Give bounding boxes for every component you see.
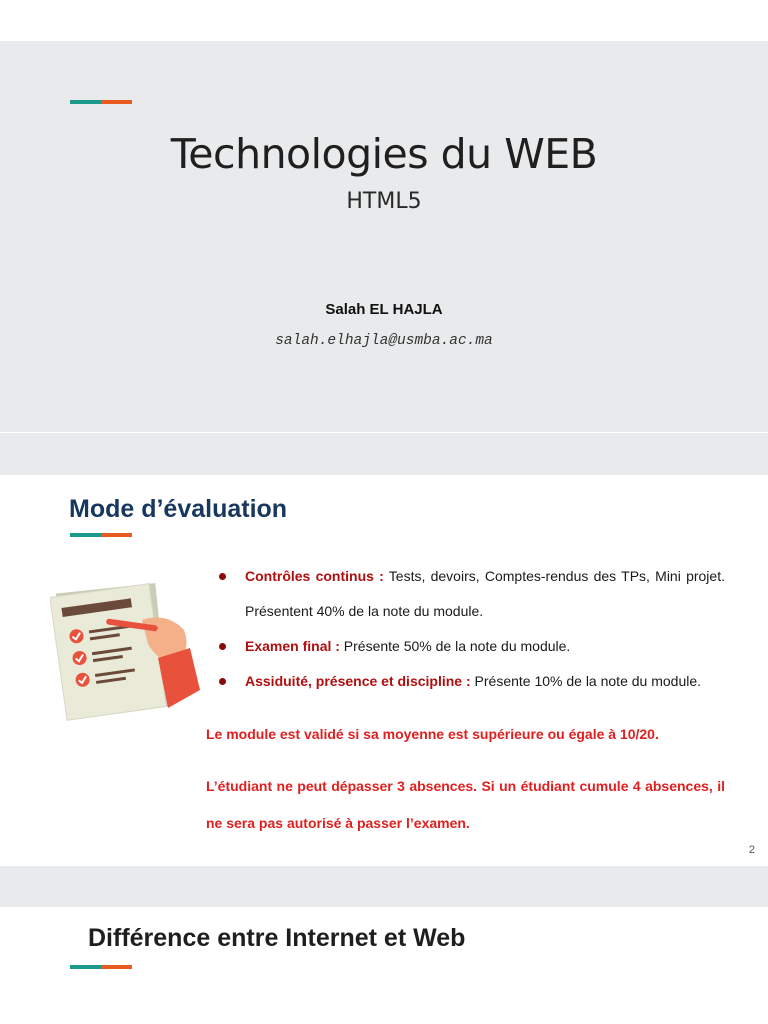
list-item — [219, 629, 725, 664]
bullet-dot — [219, 678, 226, 685]
slide-subtitle: HTML5 — [346, 189, 422, 214]
accent-bar — [70, 533, 132, 537]
evaluation-list — [219, 559, 725, 699]
bullet-dot — [219, 573, 226, 580]
internet-web-slide — [0, 907, 768, 1024]
author-email: salah.elhajla@usmba.ac.ma — [275, 333, 493, 349]
accent-bar — [70, 965, 132, 969]
slide-title: Mode d’évaluation — [69, 495, 288, 523]
slide-title: Différence entre Internet et Web — [88, 924, 466, 952]
checklist-icon — [50, 580, 200, 730]
list-item-key: Assiduité, présence et discipline : — [245, 673, 471, 689]
list-item — [219, 559, 725, 629]
list-item-text: Tests, devoirs, Comptes-rendus des TPs, Mini projet. Présentent 40% de la note du module. — [245, 568, 725, 619]
validation-note: Le module est validé si sa moyenne est supérieure ou égale à 10/20. — [206, 726, 659, 742]
slide-separator — [0, 866, 768, 907]
page-top-margin — [0, 0, 768, 41]
slide-title: Technologies du WEB — [170, 130, 598, 178]
author-name: Salah EL HAJLA — [325, 301, 443, 318]
list-item-text: Présente 50% de la note du module. — [339, 638, 571, 654]
slide-separator — [0, 432, 768, 475]
list-item-text: Présente 10% de la note du module. — [470, 673, 702, 689]
list-item — [219, 664, 725, 699]
accent-bar — [70, 100, 132, 104]
page-number: 2 — [748, 844, 755, 856]
evaluation-slide — [0, 475, 768, 866]
absence-note: L’étudiant ne peut dépasser 3 absences. Si un étudiant cumule 4 absences, il ne sera pas autorisé à passer l’examen. — [206, 778, 725, 831]
title-slide — [0, 41, 768, 432]
list-item-key: Contrôles continus : — [245, 568, 384, 584]
bullet-dot — [219, 643, 226, 650]
list-item-key: Examen final : — [245, 638, 340, 654]
